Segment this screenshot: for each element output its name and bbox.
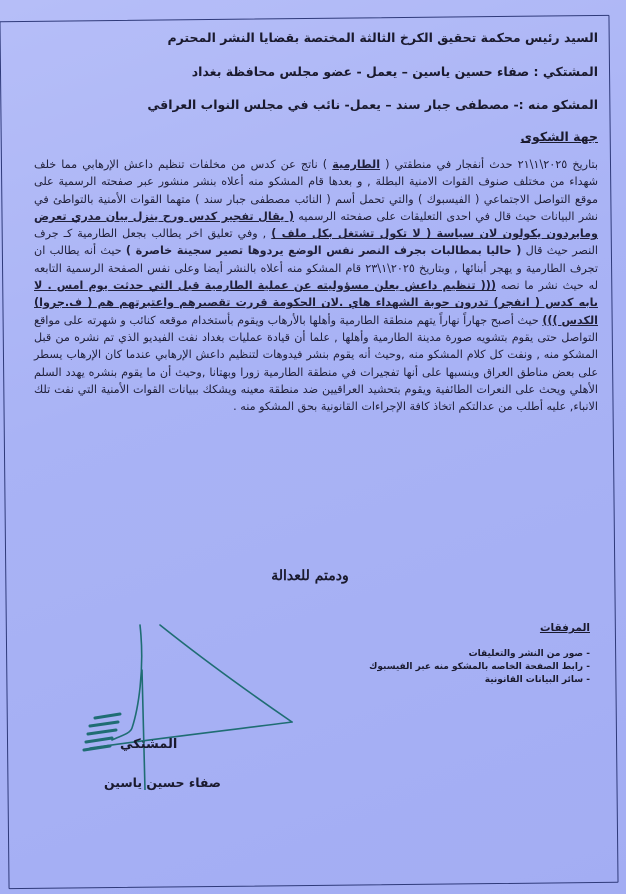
body-quote-2: ( حاليا بمطالبات بجرف النصر نفس الوضع يردوها تصير سجينة خاصرة ) [125, 244, 522, 258]
body-part-6: حيث أنه يطالب ان تجرف الطارمية و يهجر أبنائها , وبتاريخ ٢٠٢٥\١\٢٣ قام المشكو منه أعلاه بالنشر أيضا وعلى نفس الصفحة الرسمية التابعه له حيث نشر ما نصه [34, 244, 599, 293]
body-highlight-tarmiya: الطارمية [332, 158, 381, 171]
attachment-item: - رابط الصفحة الخاصه بالمشكو منه عبر الفيسبوك [369, 662, 590, 672]
addressee-line: السيد رئيس محكمة تحقيق الكرخ الثالثة المختصة بقضايا النشر المحترم [167, 30, 598, 45]
body-part-2: ) ناتج عن كدس من مخلفات تنظيم داعش الإرهابي مما خلف شهداء من مختلف صنوف القوات الامنية البطلة , و بعدها قام المشكو منه أعلاه بنشر منشور عبر صفحته الرسمية على موقع التواصل الاجتماعي ( الفيسبوك ) والتي تحمل أسم ( النائب مصطفى جبار سند ) متهما القوات الأمنية بالتواطئ في نشر البيانات حيث قال في احدى التعليقات على صفحته الرسميه [34, 158, 598, 223]
body-quote-1: ( يقال تفجير كدس ورح ينزل بيان مدري تعرض ومايردون يكولون لان سياسة ( لا تكول تشتغل بكل ملف ) [34, 209, 598, 241]
body-part-8: حيث أصبح جهاراً نهاراً يتهم منطقة الطارمية وأهلها بالأرهاب ويقوم بأستخدام موقعه كنائب و شهرته على مواقع التواصل حتى يقوم بتشويه صورة مدينة الطارمية وأهلها , علما أن قيادة عمليات بغداد نفت الفيديو الذي تم نشره من قبل المشكو منه , ونفت كل كلام المشكو منه ,وحيث أنه يقوم بنشر فيدوهات لتنظيم داعش الإرهابي عندما كان الإرهاب يسطر على بعض مناطق العراق وينسبها على أنها تفجيرات في منطقة الطارمية زورا وبهتانا ,وحيث أن ما يقوم بنشره يهدد السلم الأهلي ويحث على النعرات الطائفية ويقوم بتحشيد العراقيين ضد منطقة معينه ويشكك ببيانات القوات الأمنية التي نفت تلك الانباء, عليه أطلب من عدالتكم اتخاذ كافة الإجراءات القانونية بحق المشكو منه . [34, 313, 598, 414]
body-part-1: بتاريخ ٢٠٢٥\١\٢١ حدث أنفجار في منطقتي ( [385, 158, 598, 171]
closing-phrase: ودمتم للعدالة [271, 568, 349, 584]
signature-stroke [142, 670, 145, 790]
section-title: جهة الشكوى [520, 129, 598, 144]
complainant-signature-label: المشتكي [120, 737, 178, 752]
handwritten-signature [60, 610, 300, 790]
signature-stroke [160, 625, 292, 722]
complaint-body [34, 156, 598, 415]
attachment-item: - سائر البيانات القانونية [484, 675, 590, 685]
complainant-signature-name: صفاء حسين ياسين [104, 775, 221, 790]
complainant-line: المشتكي : صفاء حسين ياسين – يعمل - عضو مجلس محافظة بغداد [191, 64, 598, 79]
defendant-line: المشكو منه :- مصطفى جبار سند – يعمل- نائب في مجلس النواب العراقي [147, 97, 598, 112]
attachment-item: - صور من النشر والتعليقات [468, 649, 590, 659]
attachments-list [369, 648, 590, 687]
attachments-title: المرفقات [539, 622, 590, 634]
body-quote-3: ((( تنظيم داعش يعلن مسؤوليته عن عملية الطارمية قبل التي حدثت يوم امس . لا يابه كدس ( انفجر) تدرون حوبة الشهداء هاي .لان الحكومة قررت تقصيرهم واعتبرتهم هم ( ف.جروا) الكدس ))) [34, 279, 598, 327]
body-part-4: , وفي تعليق اخر يطالب بجعل الطارمية كـ جرف النصر حيث قال [34, 227, 599, 258]
